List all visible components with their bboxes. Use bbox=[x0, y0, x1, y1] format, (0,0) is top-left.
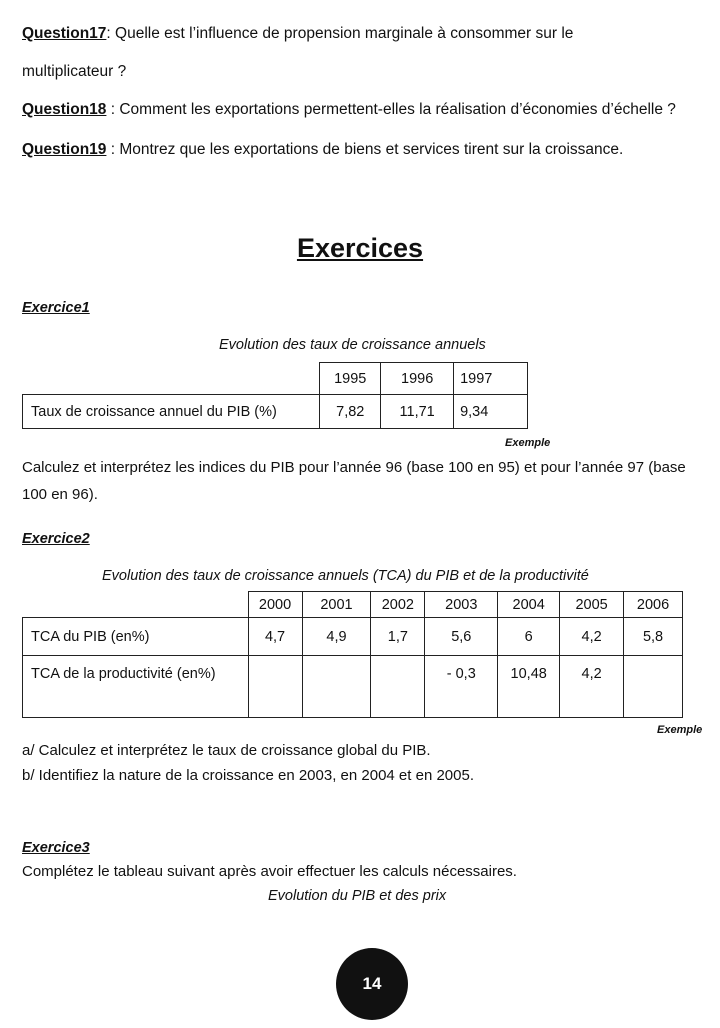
exercise-3-label: Exercice3 bbox=[22, 840, 90, 856]
table-cell: 7,82 bbox=[320, 395, 381, 429]
page-title: Exercices bbox=[296, 233, 424, 263]
table-cell: 4,2 bbox=[560, 618, 624, 656]
table-cell: 5,6 bbox=[425, 618, 498, 656]
table-cell: 4,9 bbox=[302, 618, 371, 656]
table-cell: 6 bbox=[498, 618, 560, 656]
table-header-cell: 2000 bbox=[248, 592, 302, 618]
exercise-2-instruction-b: b/ Identifiez la nature de la croissance en 2003, en 2004 et en 2005. bbox=[22, 767, 474, 784]
exercise-1-instruction: Calculez et interprétez les indices du PIB pour l’année 96 (base 100 en 95) et pour l’année 97 (base 100 en 96). bbox=[22, 459, 686, 503]
table-row bbox=[23, 618, 683, 656]
exercise-3-caption: Evolution du PIB et des prix bbox=[268, 888, 447, 904]
table-cell: 9,34 bbox=[454, 395, 528, 429]
table-cell bbox=[371, 656, 425, 718]
table-header-cell: 2006 bbox=[624, 592, 683, 618]
exercise-3-instruction: Complétez le tableau suivant après avoir effectuer les calculs nécessaires. bbox=[22, 863, 517, 880]
table-cell: 1,7 bbox=[371, 618, 425, 656]
page-number: 14 bbox=[336, 948, 408, 1020]
exercise-2-caption: Evolution des taux de croissance annuels (TCA) du PIB et de la productivité bbox=[102, 568, 589, 584]
question-18-label: Question18 bbox=[22, 101, 107, 118]
exercise-1-note: Exemple bbox=[505, 437, 551, 449]
table-row-label: Taux de croissance annuel du PIB (%) bbox=[23, 395, 320, 429]
exercise-2-label: Exercice2 bbox=[22, 531, 90, 547]
table-cell: 10,48 bbox=[498, 656, 560, 718]
table-cell: 4,2 bbox=[560, 656, 624, 718]
question-18: Question18 : Comment les exportations permettent-elles la réalisation d’économies d’échelle ? bbox=[22, 101, 676, 118]
table-cell bbox=[624, 656, 683, 718]
table-header-cell: 2005 bbox=[560, 592, 624, 618]
table-header-cell: 2002 bbox=[371, 592, 425, 618]
exercise-1-table bbox=[22, 362, 528, 429]
table-row-label: TCA du PIB (en%) bbox=[23, 618, 249, 656]
table-header-cell: 2001 bbox=[302, 592, 371, 618]
exercise-1-caption: Evolution des taux de croissance annuels bbox=[219, 337, 486, 353]
table-cell: - 0,3 bbox=[425, 656, 498, 718]
question-17: Question17: Quelle est l’influence de propension marginale à consommer sur le bbox=[22, 25, 574, 42]
table-cell: 4,7 bbox=[248, 618, 302, 656]
question-18-text: Comment les exportations permettent-elles la réalisation d’économies d’échelle ? bbox=[119, 101, 676, 118]
exercise-2-instruction-a: a/ Calculez et interprétez le taux de croissance global du PIB. bbox=[22, 742, 431, 759]
table-cell bbox=[302, 656, 371, 718]
exercise-2-table bbox=[22, 591, 683, 718]
table-cell bbox=[248, 656, 302, 718]
table-header-cell: 2004 bbox=[498, 592, 560, 618]
table-row-label: TCA de la productivité (en%) bbox=[23, 656, 249, 718]
table-cell: 5,8 bbox=[624, 618, 683, 656]
question-17-text: Quelle est l’influence de propension marginale à consommer sur le bbox=[115, 25, 574, 42]
table-header-cell: 2003 bbox=[425, 592, 498, 618]
table-cell: 11,71 bbox=[381, 395, 454, 429]
table-header-cell: 1997 bbox=[454, 363, 528, 395]
exercise-1-label: Exercice1 bbox=[22, 300, 90, 316]
question-19-text: Montrez que les exportations de biens et services tirent sur la croissance. bbox=[119, 141, 624, 158]
exercise-2-note: Exemple bbox=[657, 724, 703, 736]
table-header-cell: 1996 bbox=[381, 363, 454, 395]
question-19-label: Question19 bbox=[22, 141, 107, 158]
question-19: Question19 : Montrez que les exportations de biens et services tirent sur la croissance. bbox=[22, 141, 624, 158]
table-row bbox=[23, 656, 683, 718]
table-header-cell: 1995 bbox=[320, 363, 381, 395]
question-17-continuation: multiplicateur ? bbox=[22, 63, 127, 80]
question-17-label: Question17 bbox=[22, 25, 107, 42]
